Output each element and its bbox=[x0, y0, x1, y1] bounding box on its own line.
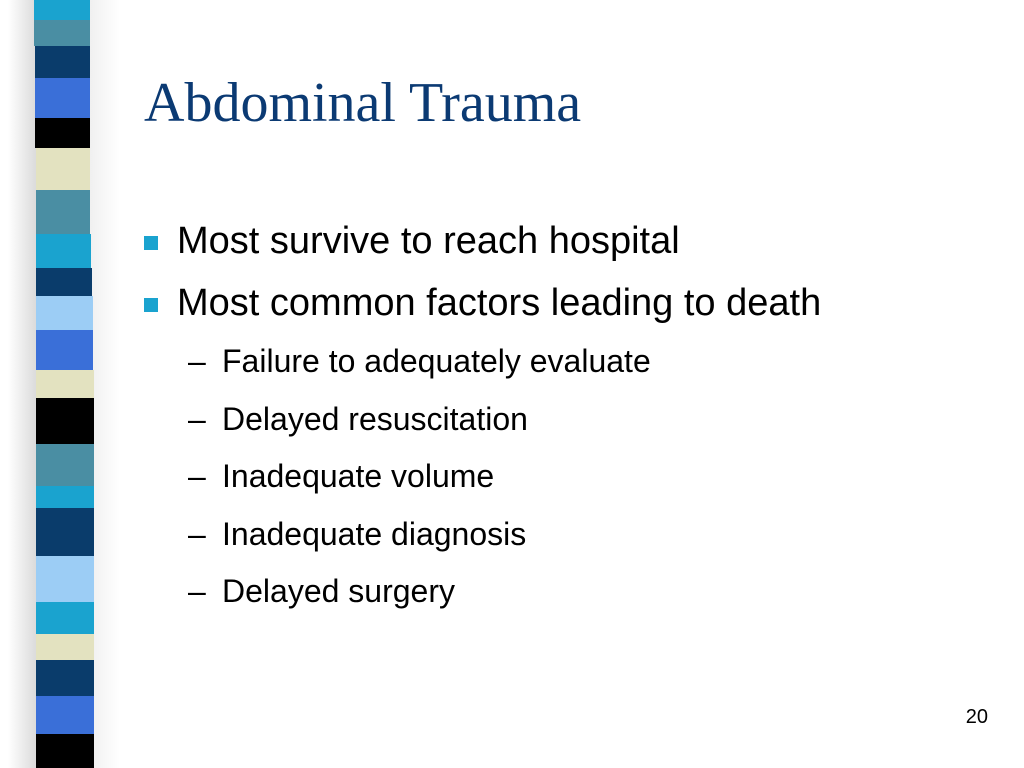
sub-bullet-text: Inadequate diagnosis bbox=[222, 515, 527, 552]
stripe-segment bbox=[36, 508, 94, 556]
stripe-segment bbox=[36, 556, 94, 602]
stripe-segment bbox=[36, 330, 93, 370]
stripe-segment bbox=[36, 296, 93, 330]
stripe-segment bbox=[36, 602, 94, 634]
sub-bullet-item bbox=[144, 566, 984, 624]
stripe-segment bbox=[36, 660, 94, 696]
stripe-segment bbox=[34, 20, 90, 46]
stripe-segment bbox=[36, 444, 94, 486]
square-bullet-icon bbox=[144, 236, 158, 250]
sub-bullet-item bbox=[144, 394, 984, 452]
stripe-segment bbox=[36, 696, 94, 734]
bullet-text: Most common factors leading to death bbox=[177, 282, 822, 324]
stripe-segment bbox=[36, 370, 94, 398]
bullet-item bbox=[144, 274, 984, 336]
sub-bullet-item bbox=[144, 509, 984, 567]
stripe-segment bbox=[34, 0, 90, 20]
dash-bullet-icon: – bbox=[188, 343, 206, 379]
sub-bullet-text: Failure to adequately evaluate bbox=[222, 343, 651, 379]
bullet-text: Most survive to reach hospital bbox=[177, 220, 680, 262]
sub-bullet-text: Delayed surgery bbox=[222, 573, 455, 609]
stripe-segment bbox=[36, 634, 94, 660]
dash-bullet-icon: – bbox=[188, 515, 206, 552]
dash-bullet-icon: – bbox=[188, 573, 206, 609]
stripe-segment bbox=[36, 398, 94, 444]
bullet-list bbox=[144, 212, 984, 624]
stripe-segment bbox=[36, 734, 94, 768]
sub-bullet-item bbox=[144, 336, 984, 394]
sub-bullet-text: Inadequate volume bbox=[222, 458, 495, 494]
stripe-segment bbox=[36, 486, 94, 508]
sub-bullet-text: Delayed resuscitation bbox=[222, 400, 528, 437]
square-bullet-icon bbox=[144, 298, 158, 312]
stripe-segment bbox=[36, 148, 90, 190]
stripe-segment bbox=[36, 268, 92, 296]
dash-bullet-icon: – bbox=[188, 458, 206, 494]
bullet-item bbox=[144, 212, 984, 274]
stripe-segment bbox=[35, 78, 90, 118]
sub-bullet-item bbox=[144, 451, 984, 509]
stripe-segment bbox=[35, 46, 90, 78]
stripe-segment bbox=[35, 118, 90, 148]
stripe-segment bbox=[36, 190, 90, 234]
dash-bullet-icon: – bbox=[188, 400, 206, 437]
slide-title: Abdominal Trauma bbox=[144, 72, 582, 134]
page-number: 20 bbox=[965, 706, 988, 728]
stripe-segment bbox=[36, 234, 91, 268]
